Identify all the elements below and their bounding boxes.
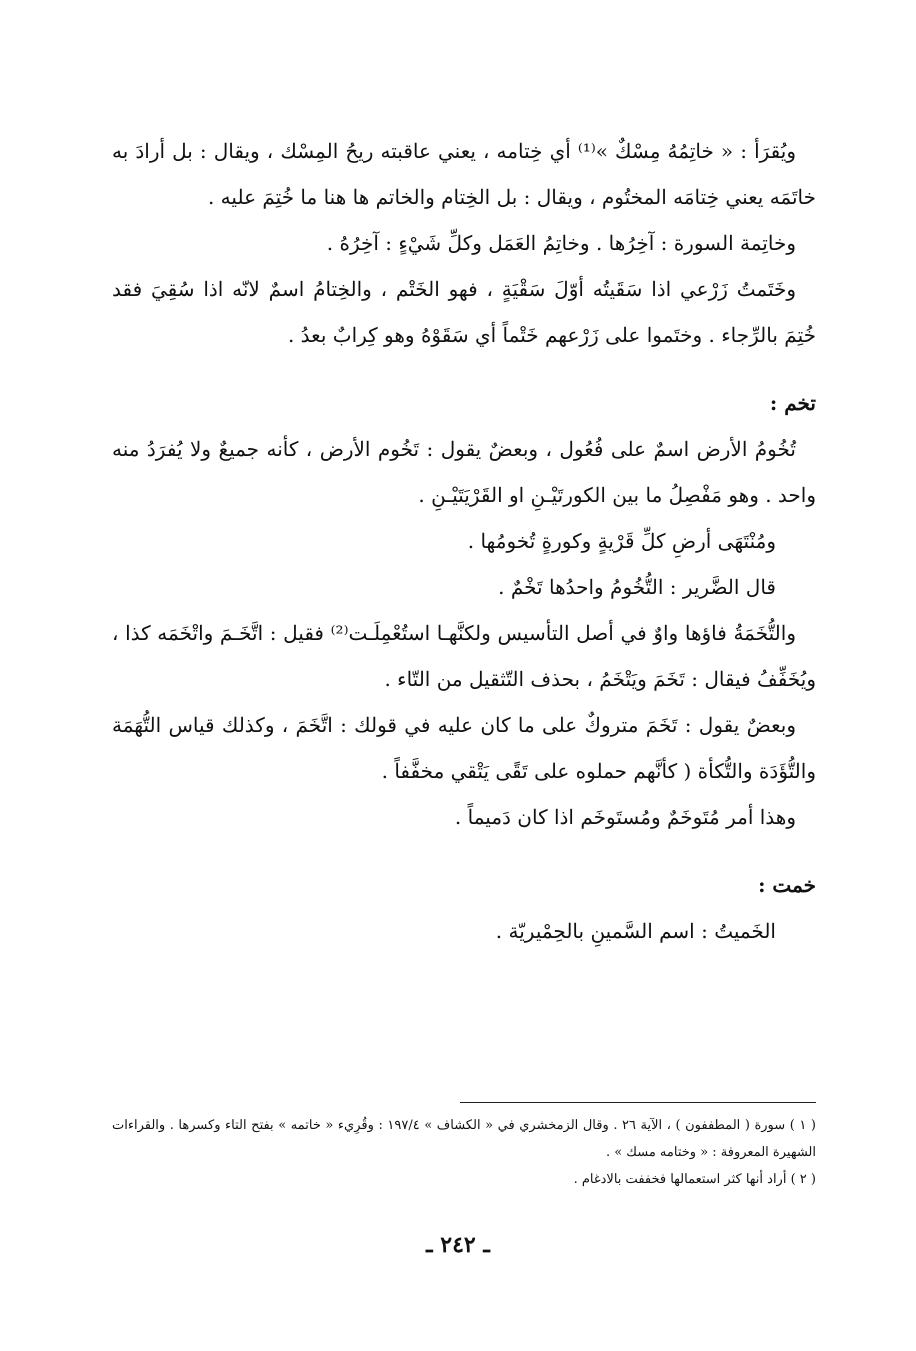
paragraph: قال الضَّرير : التُّخُومُ واحدُها تَخْمٌ .	[498, 575, 776, 599]
paragraph: وبعضٌ يقول : تَخَمَ متروكٌ على ما كان عليه في قولك : اتَّخَمَ ، وكذلك قياس التُّهَمَة والتُّؤَدَة والتُّكأة ( كأنَّهم حملوه على تَقًى يَتْقي مخفَّفاً .	[112, 713, 816, 783]
paragraph: وخَتَمتُ زَرْعي اذا سَقَيتُه أوّلَ سَقْيَةٍ ، فهو الخَتْم ، والخِتامُ اسمٌ لانّه اذا سُقِيَ فقد خُتِمَ بالرِّجاء . وختَموا على زَرْعهم خَتْماً أي سَقَوْهُ وهو كِرابٌ بعدُ .	[112, 277, 816, 347]
footnote: ( ١ ) سورة ( المطففون ) ، الآية ٢٦ . وقال الزمخشري في « الكشاف » ١٩٧/٤ : وقُرِيء « خاتمه » بفتح التاء وكسرها . والقراءات الشهيرة المعروفة : « وختامه مسك » .	[112, 1118, 816, 1160]
footnote-divider	[460, 1102, 816, 1103]
paragraph: وخاتِمة السورة : آخِرُها . وخاتِمُ العَمَل وكلِّ شَيْءٍ : آخِرُهُ .	[326, 231, 796, 255]
page-number: ـ ٢٤٢ ـ	[426, 1232, 490, 1258]
footnote: ( ٢ ) أراد أنها كثر استعمالها فخففت بالادغام .	[573, 1172, 816, 1187]
paragraph: ومُنْتَهَى أرضِ كلِّ قَرْيةٍ وكورةٍ تُخومُها .	[467, 529, 776, 553]
paragraph: الخَميتُ : اسم السَّمينِ بالحِمْيريّة .	[495, 919, 776, 943]
paragraph: تُخُومُ الأرض اسمٌ على فُعُول ، وبعضٌ يقول : تَخُوم الأرض ، كأنه جميعٌ ولا يُفرَدُ منه واحد . وهو مَفْصِلُ ما بين الكورتَيْـنِ او القَرْيَتَيْـنِ .	[112, 437, 816, 507]
paragraph: ويُقرَأ : « خاتِمُهُ مِسْكٌ »⁽¹⁾ أي خِتامه ، يعني عاقبته ريحُ المِسْك ، ويقال : بل أرادَ به خاتَمَه يعني خِتامَه المختُوم ، ويقال : بل الخِتام والخاتم ها هنا ما خُتِمَ عليه .	[112, 139, 816, 209]
paragraph: والتُّخَمَةُ فاؤها واوٌ في أصل التأسيس ولكنَّهـا استُعْمِلَـت⁽²⁾ فقيل : اتَّخَـمَ واتْخَمَه كذا ، ويُخَفِّفُ فيقال : تَخَمَ ويَتْخَمُ ، بحذف التّثقيل من التّاء .	[112, 621, 816, 691]
entry-heading-khamt: خمت :	[758, 873, 816, 897]
paragraph: وهذا أمر مُتَوخَمٌ ومُستَوخَم اذا كان دَميماً .	[454, 805, 796, 829]
footnotes	[112, 1112, 816, 1193]
entry-heading-takhm: تخم :	[769, 391, 816, 415]
main-text	[112, 128, 816, 954]
